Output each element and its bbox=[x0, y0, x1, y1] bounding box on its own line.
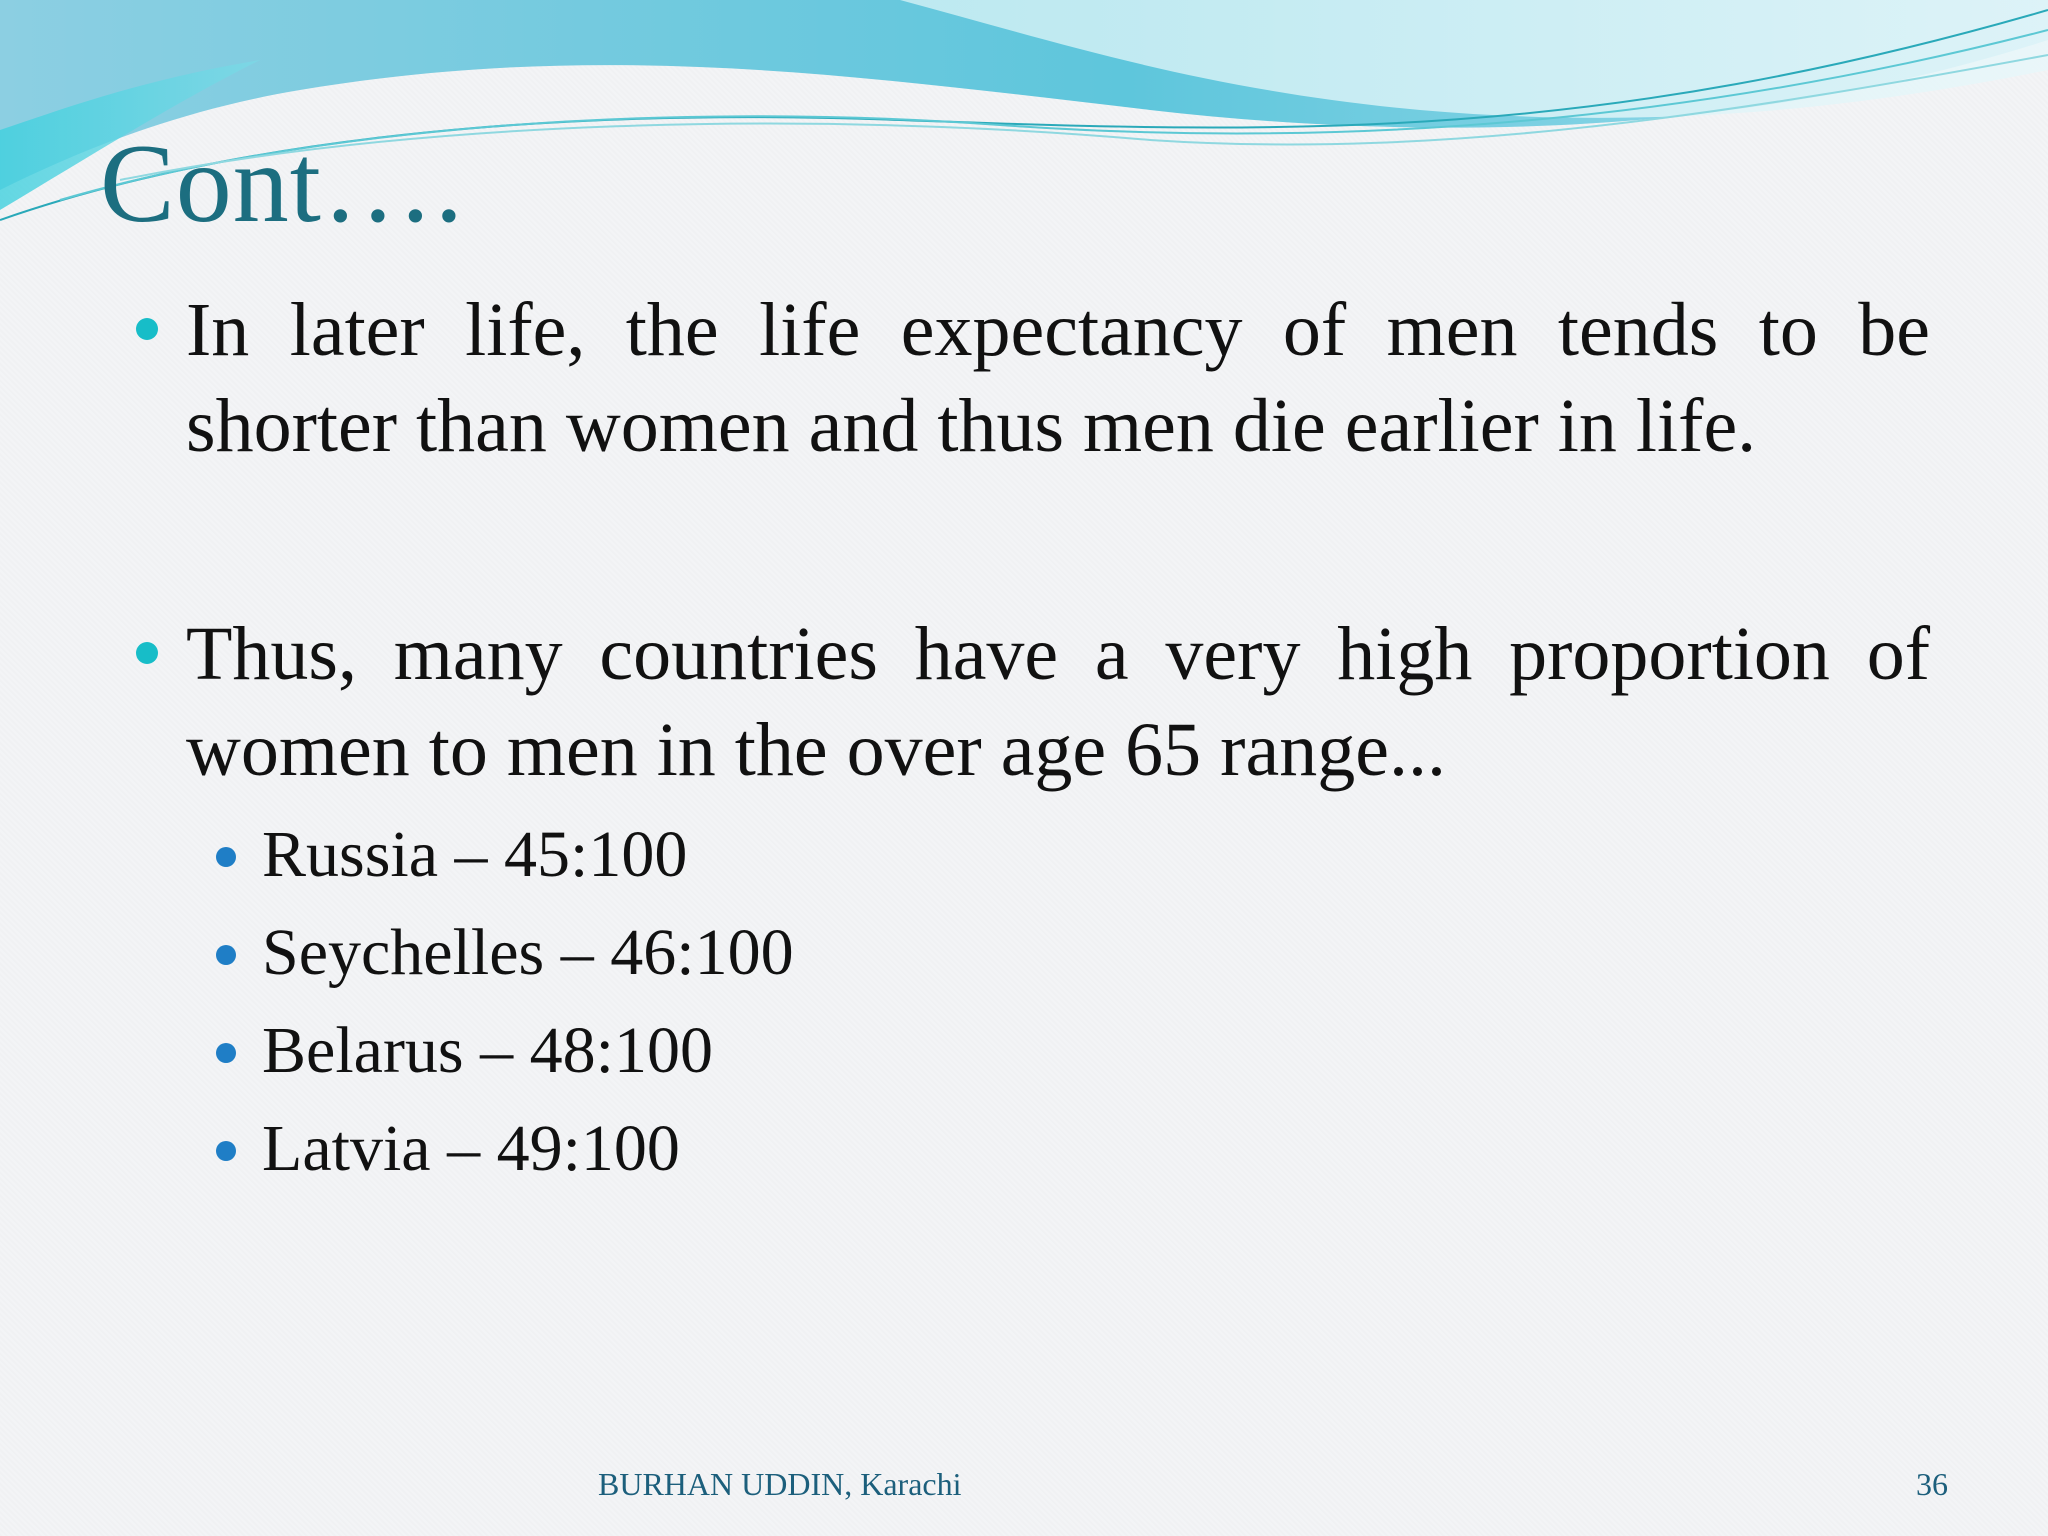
country-ratio-list bbox=[212, 806, 1930, 1198]
bullet-text: Thus, many countries have a very high proportion of women to men in the over age 65 range... bbox=[186, 612, 1930, 792]
slide-title: Cont…. bbox=[100, 122, 464, 246]
bullet-item bbox=[130, 282, 1930, 474]
bullet-dot-icon bbox=[136, 318, 158, 340]
sub-bullet-dot-icon bbox=[216, 1043, 236, 1063]
sub-bullet-dot-icon bbox=[216, 945, 236, 965]
page-number: 36 bbox=[1916, 1466, 1948, 1502]
bullet-text: In later life, the life expectancy of men tends to be shorter than women and thus men die earlier in life. bbox=[186, 288, 1930, 468]
sub-bullet-item bbox=[212, 1100, 1930, 1198]
sub-bullet-item bbox=[212, 806, 1930, 904]
sub-bullet-dot-icon bbox=[216, 1141, 236, 1161]
sub-bullet-text: Belarus – 48:100 bbox=[262, 1014, 713, 1087]
bullet-dot-icon bbox=[136, 642, 158, 664]
slide-content bbox=[130, 282, 1930, 1198]
sub-bullet-item bbox=[212, 1002, 1930, 1100]
sub-bullet-text: Seychelles – 46:100 bbox=[262, 916, 794, 989]
bullet-item bbox=[130, 606, 1930, 798]
sub-bullet-dot-icon bbox=[216, 847, 236, 867]
slide-footer: BURHAN UDDIN, Karachi bbox=[598, 1466, 962, 1502]
sub-bullet-item bbox=[212, 904, 1930, 1002]
sub-bullet-text: Russia – 45:100 bbox=[262, 818, 688, 891]
sub-bullet-text: Latvia – 49:100 bbox=[262, 1112, 680, 1185]
